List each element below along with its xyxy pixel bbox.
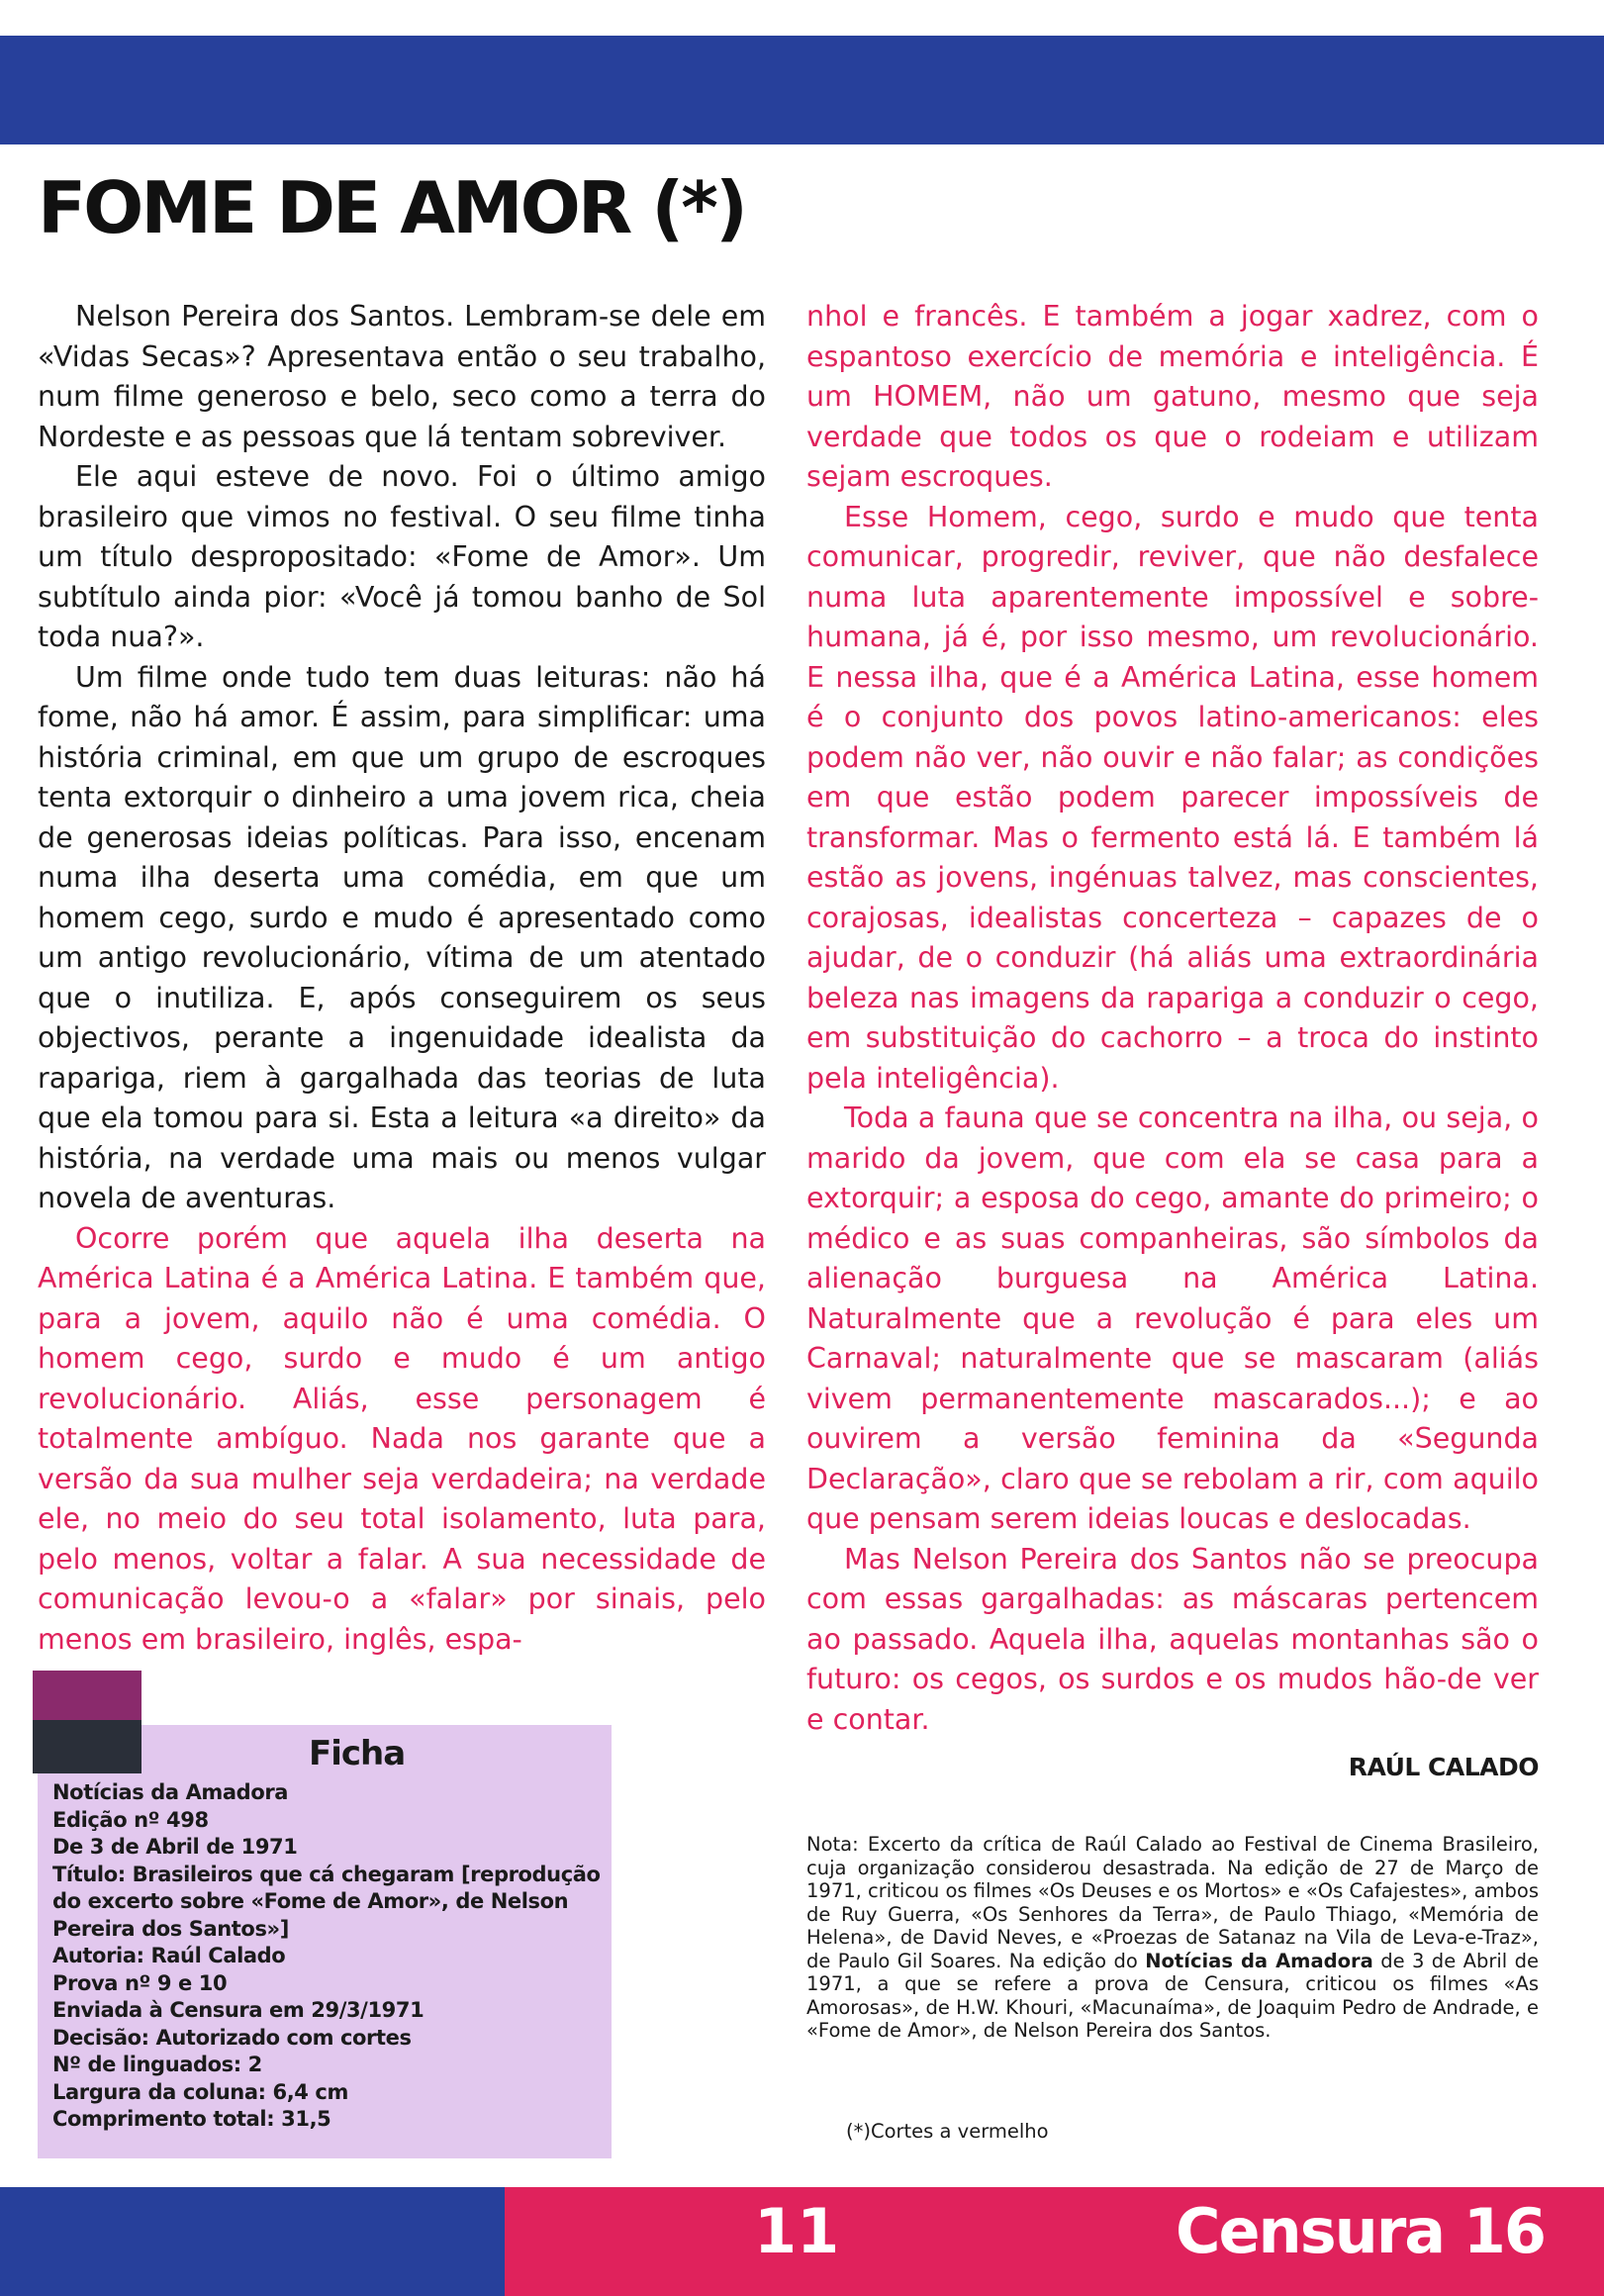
ficha-item: Autoria: Raúl Calado <box>52 1944 286 1967</box>
censored-paragraph: Ocorre porém que aquela ilha deserta na América Latina é a América Latina. E também que, para a jovem, aquilo não é uma comédia. O homem cego, surdo e mudo é um antigo revolucionário. Aliás, esse personagem é totalmente ambíguo. Nada nos garante que a versão da sua mulher seja verdadeira; na verdade ele, no meio do seu total isolamento, luta para, pelo menos, voltar a falar. A sua necessidade de comunicação levou-o a «falar» por sinais, pelo menos em brasileiro, inglês, espa- <box>38 1221 766 1656</box>
ficha-item: Nº de linguados: 2 <box>52 2053 262 2076</box>
ficha-item: Edição nº 498 <box>52 1807 209 1832</box>
header-band <box>0 36 1604 144</box>
magazine-name: Censura 16 <box>1176 2195 1546 2267</box>
author-signature: RAÚL CALADO <box>1348 1753 1539 1781</box>
note-text: de 3 de Abril de 1971, a que se refere a prova de Censura, criticou os filmes «As Amorosas», de H.W. Khouri, «Macunaíma», de Joaquim Pedro de Andrade, e «Fome de Amor», de Nelson Pereira dos Santos. <box>806 1949 1539 2042</box>
paragraph: Ele aqui esteve de novo. Foi o último amigo brasileiro que vimos no festival. O seu filme tinha um título despropositado: «Fome de Amor». Um subtítulo ainda pior: «Você já tomou banho de Sol toda nua?». <box>38 460 766 653</box>
censored-paragraph: Esse Homem, cego, surdo e mudo que tenta comunicar, progredir, reviver, que não desfalece numa luta aparentemente impossível e sobre-humana, já é, por isso mesmo, um revolucionário. E nessa ilha, que é a América Latina, esse homem é o conjunto dos povos latino-americanos: eles podem não ver, não ouvir e não falar; as condições em que estão podem parecer impossíveis de transformar. Mas o fermento está lá. E também lá estão as jovens, ingénuas talvez, mas conscientes, corajosas, idealistas concerteza – capazes de o ajudar, de o conduzir (há aliás uma extraordinária beleza nas imagens da rapariga a conduzir o cego, em substituição do cachorro – a troca do instinto pela inteligência). <box>806 500 1539 1095</box>
article-title: FOME DE AMOR (*) <box>38 166 745 249</box>
censored-paragraph: nhol e francês. E também a jogar xadrez, com o espantoso exercício de memória e inteligência. É um HOMEM, não um gatuno, mesmo que seja verdade que todos os que o rodeiam e utilizam sejam escroques. <box>806 300 1539 493</box>
ficha-accent-square <box>33 1671 142 1720</box>
ficha-item: Título: Brasileiros que cá chegaram [reprodução do excerto sobre «Fome de Amor», de Nelson Pereira dos Santos»] <box>52 1862 601 1941</box>
censored-paragraph: Toda a fauna que se concentra na ilha, ou seja, o marido da jovem, que com ela se casa para a extorquir; a esposa do cego, amante do primeiro; o médico e as suas companheiras, são símbolos da alienação burguesa na América Latina. Naturalmente que a revolução é para eles um Carnaval; naturalmente que se mascaram (aliás vivem permanentemente mascarados...); e ao ouvirem a versão feminina da «Segunda Declaração», claro que se rebolam a rir, com aquilo que pensam serem ideias loucas e deslocadas. <box>806 1101 1539 1535</box>
page-number: 11 <box>754 2195 840 2267</box>
right-column <box>806 297 1539 1788</box>
paragraph: Um filme onde tudo tem duas leituras: não há fome, não há amor. É assim, para simplificar: uma história criminal, em que um grupo de escroques tenta extorquir o dinheiro a uma jovem rica, cheia de generosas ideias políticas. Para isso, encenam numa ilha deserta uma comédia, em que um homem cego, surdo e mudo é apresentado como um antigo revolucionário, vítima de um atentado que o inutiliza. E, após conseguirem os seus objectivos, perante a ingenuidade idealista da rapariga, riem à gargalhada das teorias de luta que ela tomou para si. Esta a leitura «a direito» da história, na verdade uma mais ou menos vulgar novela de aventuras. <box>38 660 766 1214</box>
ficha-accent-square <box>33 1720 142 1773</box>
ficha-item: Decisão: Autorizado com cortes <box>52 2025 412 2050</box>
ficha-item: Enviada à Censura em 29/3/1971 <box>52 1998 425 2022</box>
ficha-item: De 3 de Abril de 1971 <box>52 1835 298 1859</box>
note-text: Nota: Excerto da crítica de Raúl Calado ao Festival de Cinema Brasileiro, cuja organização considerou desastrada. Na edição de 27 de Março de 1971, criticou os filmes «Os Deuses e os Mortos» e «Os Cafajestes», ambos de Ruy Guerra, «Os Senhores da Terra», de Paulo Thiago, «Memória de Helena», de David Neves, e «Proezas de Satanaz na Vila de Leva-e-Traz», de Paulo Gil Soares. Na edição do <box>806 1833 1539 1972</box>
editorial-note <box>806 1833 1539 2043</box>
ficha-item: Prova nº 9 e 10 <box>52 1970 228 1995</box>
ficha-item: Notícias da Amadora <box>52 1780 289 1804</box>
paragraph: Nelson Pereira dos Santos. Lembram-se dele em «Vidas Secas»? Apresentava então o seu trabalho, num filme generoso e belo, seco como a terra do Nordeste e as pessoas que lá tentam sobreviver. <box>38 300 766 453</box>
ficha-item: Comprimento total: 31,5 <box>52 2107 331 2131</box>
note-publication-name: Notícias da Amadora <box>1145 1949 1373 1972</box>
left-column <box>38 297 766 1660</box>
censored-paragraph: Mas Nelson Pereira dos Santos não se preocupa com essas gargalhadas: as máscaras pertencem ao passado. Aquela ilha, aquelas montanhas são o futuro: os cegos, os surdos e os mudos hão-de ver e contar. <box>806 1542 1539 1736</box>
cuts-legend: (*)Cortes a vermelho <box>846 2120 1049 2143</box>
ficha-title: Ficha <box>309 1734 406 1773</box>
footer-band-blue <box>0 2187 505 2296</box>
ficha-list <box>52 1779 607 2134</box>
ficha-item: Largura da coluna: 6,4 cm <box>52 2079 348 2104</box>
